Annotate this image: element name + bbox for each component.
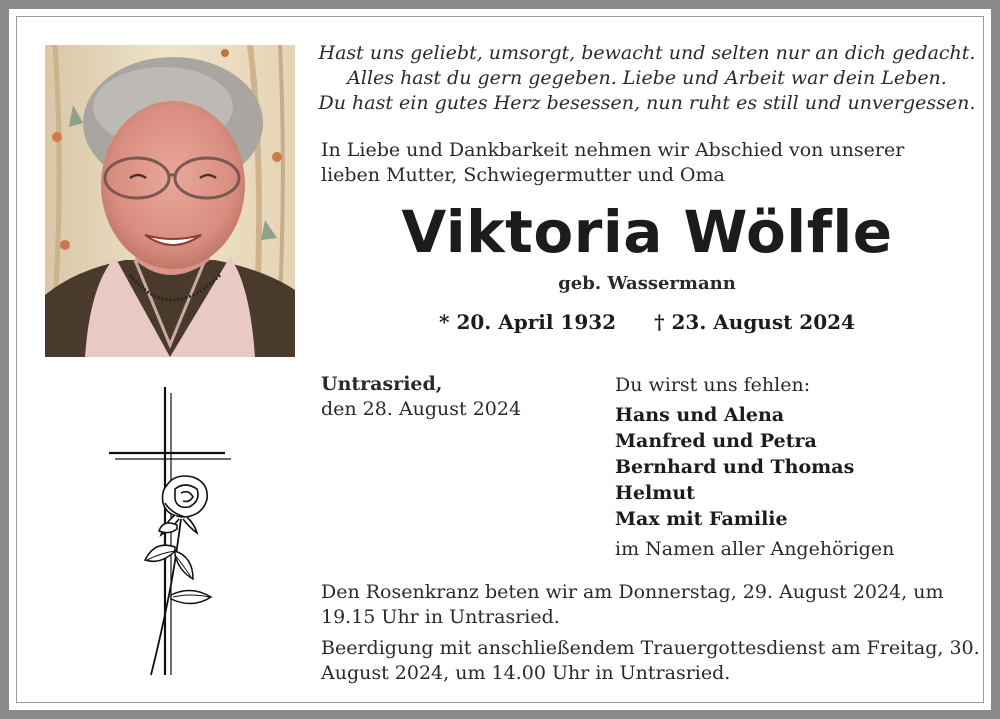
- poem-line: Du hast ein gutes Herz besessen, nun ruht es still und unvergessen.: [318, 92, 976, 114]
- family-list: [615, 372, 975, 562]
- place: Untrasried,: [321, 373, 443, 395]
- rosary-info: Den Rosenkranz beten wir am Donnerstag, 29. August 2024, um 19.15 Uhr in Untrasried.: [321, 581, 944, 628]
- portrait-photo: [45, 45, 295, 357]
- family-member: Max mit Familie: [615, 508, 788, 530]
- poem-line: Hast uns geliebt, umsorgt, bewacht und selten nur an dich gedacht.: [318, 42, 976, 64]
- family-names: [615, 402, 975, 532]
- intro-line: lieben Mutter, Schwiegermutter und Oma: [321, 164, 725, 186]
- life-dates: [317, 309, 977, 335]
- maiden-name: geb. Wassermann: [558, 273, 736, 294]
- family-member: Helmut: [615, 482, 695, 504]
- place-date: [321, 372, 591, 422]
- funeral-info: Beerdigung mit anschließendem Trauergottesdienst am Freitag, 30. August 2024, um 14.00 Uhr in Untrasried.: [321, 637, 980, 684]
- intro-text: [321, 138, 981, 188]
- card-border: [16, 16, 984, 703]
- family-intro: Du wirst uns fehlen:: [615, 374, 811, 396]
- intro-line: In Liebe und Dankbarkeit nehmen wir Abschied von unserer: [321, 139, 905, 161]
- family-closing: im Namen aller Angehörigen: [615, 538, 895, 560]
- date: den 28. August 2024: [321, 398, 522, 420]
- cross-with-rose-icon: [105, 385, 235, 680]
- birth-date: * 20. April 1932: [439, 310, 617, 334]
- deceased-name: Viktoria Wölfle: [401, 198, 893, 266]
- poem-line: Alles hast du gern gegeben. Liebe und Arbeit war dein Leben.: [347, 67, 947, 89]
- family-member: Bernhard und Thomas: [615, 456, 855, 478]
- obituary-card: [9, 9, 991, 710]
- family-member: Hans und Alena: [615, 404, 785, 426]
- death-date: † 23. August 2024: [654, 310, 855, 334]
- family-member: Manfred und Petra: [615, 430, 817, 452]
- service-info: [321, 580, 981, 692]
- poem: [317, 41, 977, 116]
